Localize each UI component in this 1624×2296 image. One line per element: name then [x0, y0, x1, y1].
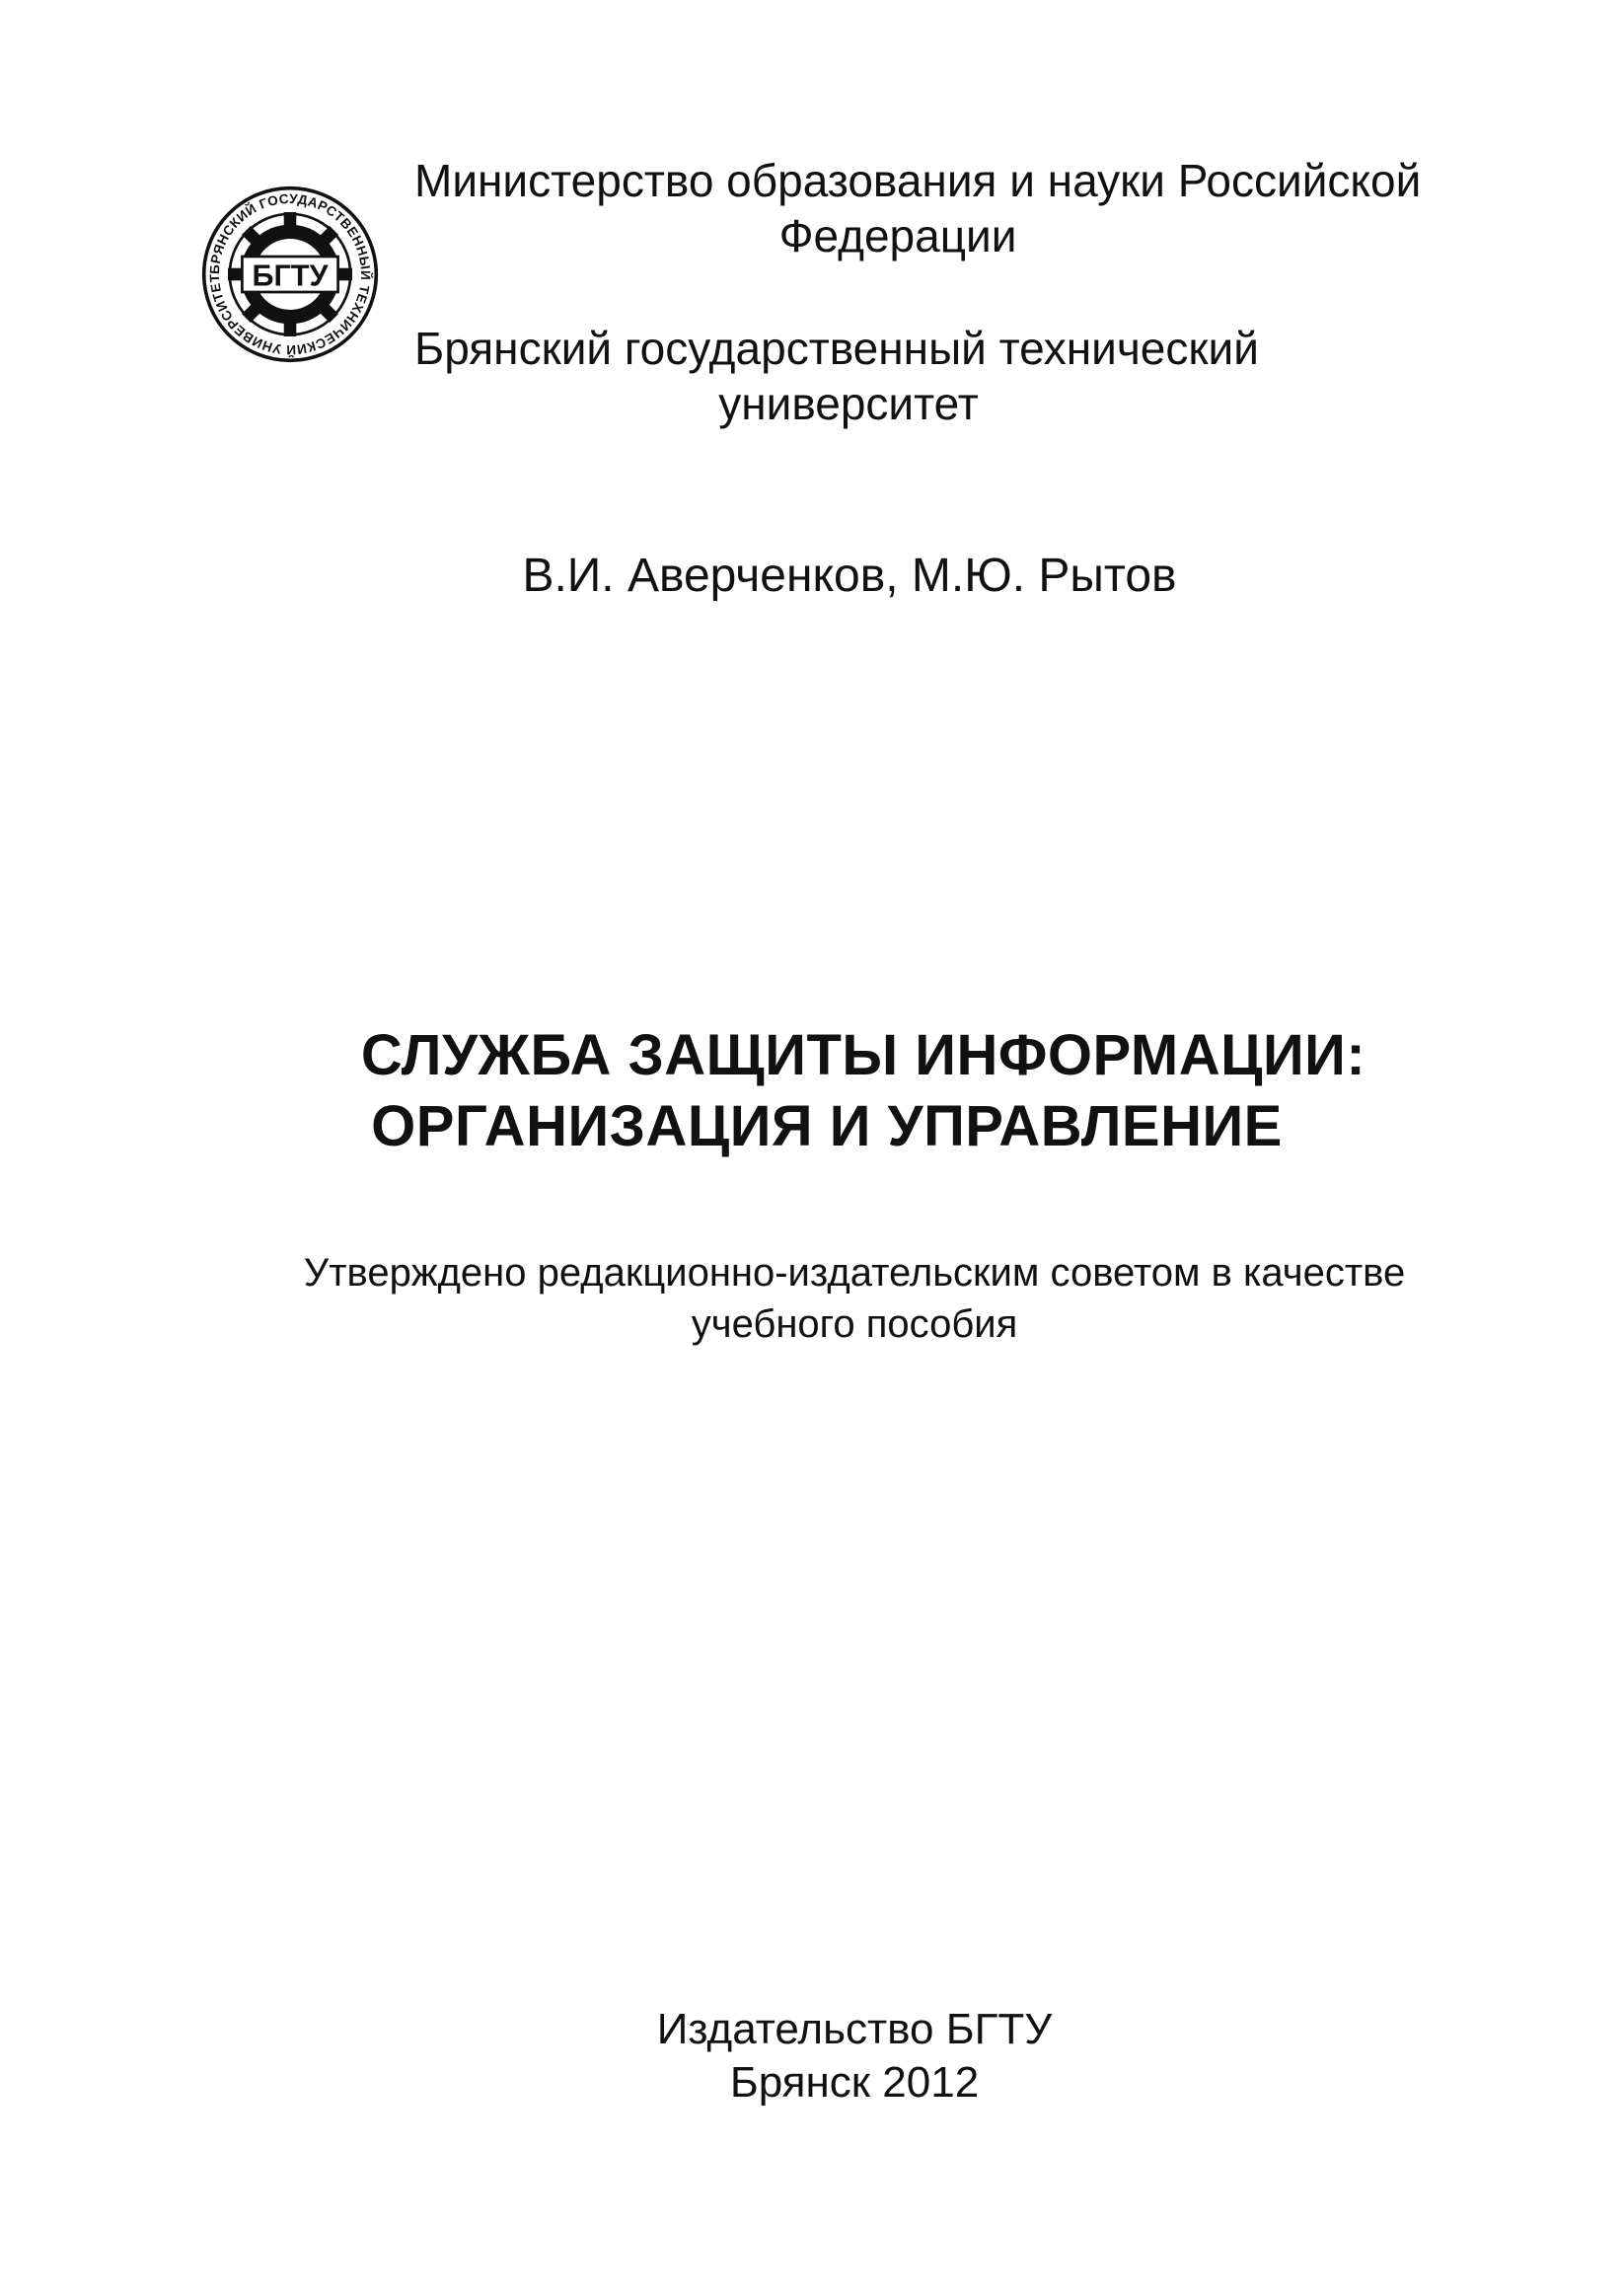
authors: В.И. Аверченков, М.Ю. Рытов	[522, 550, 1177, 602]
city-year: Брянск 2012	[729, 2058, 980, 2107]
ministry-line-2: Федерации	[778, 210, 1017, 261]
seal-abbreviation: БГТУ	[252, 259, 329, 293]
ministry-line-1: Министерство образования и науки Российской	[414, 155, 1422, 206]
seal-ring-text: БРЯНСКИЙ ГОСУДАРСТВЕННЫЙ ТЕХНИЧЕСКИЙ УНИВЕРСИТЕТ	[206, 190, 374, 358]
approval-line-1: Утверждено редакционно-издательским советом в качестве	[303, 1251, 1406, 1295]
publisher: Издательство БГТУ	[656, 2005, 1053, 2053]
university-line-2: университет	[718, 378, 979, 429]
university-seal-icon	[201, 185, 379, 363]
approval-line-2: учебного пособия	[691, 1302, 1018, 1346]
university-line-1: Брянский государственный технический	[414, 323, 1259, 374]
title-line-1: СЛУЖБА ЗАЩИТЫ ИНФОРМАЦИИ:	[360, 1023, 1366, 1087]
title-line-2: ОРГАНИЗАЦИЯ И УПРАВЛЕНИЕ	[371, 1094, 1283, 1158]
